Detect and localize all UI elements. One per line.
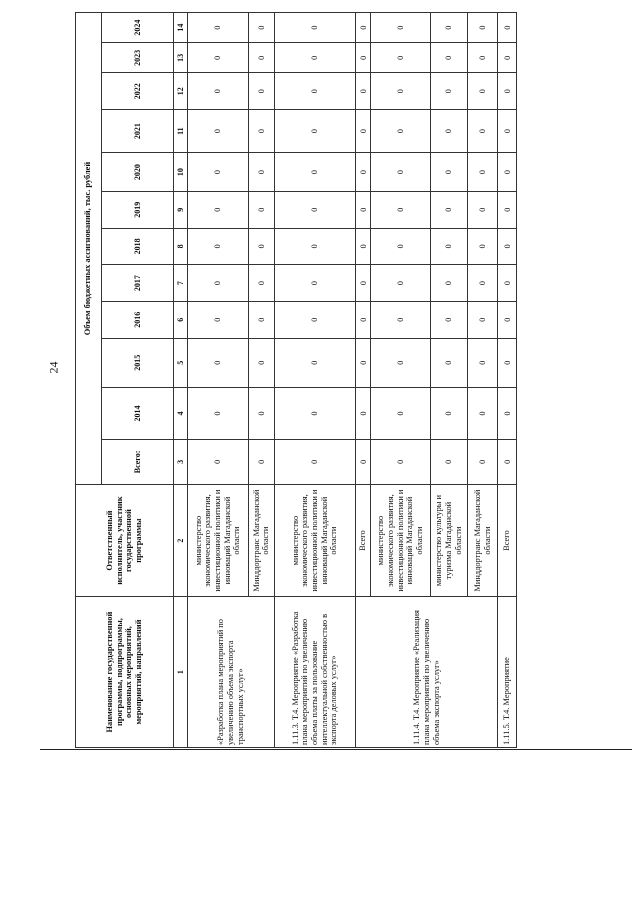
value-cell: 0: [370, 73, 430, 110]
header-budget: Объем бюджетных ассигнований, тыс. рублей: [76, 13, 102, 485]
value-cell: 0: [467, 265, 497, 302]
value-cell: 0: [430, 338, 467, 388]
value-cell: 0: [248, 13, 274, 43]
column-index: 11: [173, 110, 187, 153]
value-cell: 0: [248, 191, 274, 228]
value-cell: 0: [356, 191, 371, 228]
row-name: 1.11.4. Т.4. Мероприятие «Реализация плана мероприятий по увеличению объема экспорта услуг»: [356, 597, 498, 748]
column-index: 1: [173, 597, 187, 748]
column-index: 3: [173, 439, 187, 484]
row-executor: министерство культуры и туризма Магаданской области: [430, 485, 467, 597]
value-cell: 0: [356, 13, 371, 43]
value-cell: 0: [248, 338, 274, 388]
column-index: 8: [173, 228, 187, 265]
value-cell: 0: [274, 228, 356, 265]
value-cell: 0: [188, 43, 249, 73]
row-name: 1.11.3. Т.4. Мероприятие «Разработка плана мероприятий по увеличению объема платы за пользование интеллектуальной собственностью в экспорта деловых услуг»: [274, 597, 356, 748]
value-cell: 0: [430, 191, 467, 228]
value-cell: 0: [467, 13, 497, 43]
row-executor: Всего: [356, 485, 371, 597]
value-cell: 0: [274, 13, 356, 43]
value-cell: 0: [467, 301, 497, 338]
value-cell: 0: [430, 265, 467, 302]
value-cell: 0: [274, 388, 356, 440]
value-cell: 0: [498, 191, 517, 228]
value-cell: 0: [498, 439, 517, 484]
header-year: 2022: [101, 73, 173, 110]
value-cell: 0: [430, 301, 467, 338]
value-cell: 0: [188, 110, 249, 153]
value-cell: 0: [430, 228, 467, 265]
value-cell: 0: [430, 13, 467, 43]
value-cell: 0: [188, 228, 249, 265]
value-cell: 0: [356, 73, 371, 110]
row-executor: Минддортранс Магаданской области: [248, 485, 274, 597]
value-cell: 0: [498, 388, 517, 440]
column-index: 9: [173, 191, 187, 228]
value-cell: 0: [467, 388, 497, 440]
column-index: 2: [173, 485, 187, 597]
row-executor: Минддортранс Магаданской области: [467, 485, 497, 597]
value-cell: 0: [248, 43, 274, 73]
value-cell: 0: [467, 73, 497, 110]
column-index: 12: [173, 73, 187, 110]
value-cell: 0: [356, 338, 371, 388]
value-cell: 0: [274, 73, 356, 110]
value-cell: 0: [430, 73, 467, 110]
value-cell: 0: [188, 13, 249, 43]
value-cell: 0: [356, 439, 371, 484]
value-cell: 0: [274, 301, 356, 338]
column-index: 7: [173, 265, 187, 302]
value-cell: 0: [248, 73, 274, 110]
row-executor: министерство экономического развития, инвестиционной политики и инноваций Магаданской области: [274, 485, 356, 597]
table-row: [356, 13, 371, 748]
header-year: 2024: [101, 13, 173, 43]
value-cell: 0: [498, 73, 517, 110]
value-cell: 0: [498, 301, 517, 338]
value-cell: 0: [356, 265, 371, 302]
header-year: 2015: [101, 338, 173, 388]
value-cell: 0: [467, 439, 497, 484]
value-cell: 0: [274, 439, 356, 484]
budget-table-container: [75, 12, 517, 748]
value-cell: 0: [467, 153, 497, 192]
value-cell: 0: [248, 228, 274, 265]
value-cell: 0: [274, 191, 356, 228]
value-cell: 0: [274, 110, 356, 153]
value-cell: 0: [274, 338, 356, 388]
value-cell: 0: [370, 439, 430, 484]
budget-table: [75, 12, 517, 748]
column-index: 6: [173, 301, 187, 338]
value-cell: 0: [248, 265, 274, 302]
value-cell: 0: [248, 439, 274, 484]
horizontal-rule: [40, 749, 632, 750]
value-cell: 0: [430, 110, 467, 153]
value-cell: 0: [370, 301, 430, 338]
page-number: 24: [46, 361, 61, 374]
row-executor: Всего: [498, 485, 517, 597]
value-cell: 0: [274, 43, 356, 73]
value-cell: 0: [356, 153, 371, 192]
value-cell: 0: [188, 338, 249, 388]
value-cell: 0: [430, 153, 467, 192]
value-cell: 0: [498, 153, 517, 192]
value-cell: 0: [188, 191, 249, 228]
value-cell: 0: [498, 110, 517, 153]
value-cell: 0: [430, 43, 467, 73]
value-cell: 0: [467, 43, 497, 73]
column-index: 13: [173, 43, 187, 73]
value-cell: 0: [498, 265, 517, 302]
column-index: 14: [173, 13, 187, 43]
header-name: Наименование государственной программы, подпрограммы, основных мероприятий, мероприятий, направлений: [76, 597, 174, 748]
value-cell: 0: [430, 388, 467, 440]
rotated-table: [75, 12, 517, 748]
row-name: 1.11.5. Т.4. Мероприятие: [498, 597, 517, 748]
table-row: [498, 13, 517, 748]
table-row: [188, 13, 249, 748]
value-cell: 0: [188, 388, 249, 440]
value-cell: 0: [370, 338, 430, 388]
value-cell: 0: [498, 338, 517, 388]
header-total: Всего:: [101, 439, 173, 484]
table-row: [274, 13, 356, 748]
value-cell: 0: [370, 43, 430, 73]
header-year: 2021: [101, 110, 173, 153]
header-year: 2019: [101, 191, 173, 228]
header-year: 2014: [101, 388, 173, 440]
value-cell: 0: [430, 439, 467, 484]
header-year: 2020: [101, 153, 173, 192]
value-cell: 0: [467, 110, 497, 153]
value-cell: 0: [370, 153, 430, 192]
value-cell: 0: [370, 191, 430, 228]
value-cell: 0: [498, 228, 517, 265]
table-body: [76, 13, 517, 748]
column-index: 4: [173, 388, 187, 440]
value-cell: 0: [467, 228, 497, 265]
value-cell: 0: [370, 228, 430, 265]
value-cell: 0: [370, 388, 430, 440]
value-cell: 0: [188, 301, 249, 338]
value-cell: 0: [248, 388, 274, 440]
header-year: 2017: [101, 265, 173, 302]
value-cell: 0: [467, 338, 497, 388]
header-year: 2016: [101, 301, 173, 338]
value-cell: 0: [467, 191, 497, 228]
value-cell: 0: [248, 110, 274, 153]
value-cell: 0: [274, 153, 356, 192]
value-cell: 0: [188, 153, 249, 192]
value-cell: 0: [370, 265, 430, 302]
value-cell: 0: [248, 153, 274, 192]
value-cell: 0: [188, 73, 249, 110]
row-executor: министерство экономического развития, инвестиционной политики и инноваций Магаданской области: [370, 485, 430, 597]
row-executor: министерство экономического развития, инвестиционной политики и инноваций Магаданской области: [188, 485, 249, 597]
value-cell: 0: [356, 301, 371, 338]
value-cell: 0: [188, 439, 249, 484]
value-cell: 0: [248, 301, 274, 338]
value-cell: 0: [188, 265, 249, 302]
header-year: 2023: [101, 43, 173, 73]
value-cell: 0: [356, 388, 371, 440]
value-cell: 0: [498, 43, 517, 73]
header-year: 2018: [101, 228, 173, 265]
header-executor: Ответственный исполнитель, участник государственной программы: [76, 485, 174, 597]
column-index: 5: [173, 338, 187, 388]
value-cell: 0: [356, 228, 371, 265]
value-cell: 0: [356, 43, 371, 73]
row-name: «Разработка плана мероприятий по увеличению объема экспорта транспортных услуг»: [188, 597, 275, 748]
value-cell: 0: [370, 110, 430, 153]
value-cell: 0: [370, 13, 430, 43]
value-cell: 0: [274, 265, 356, 302]
column-index: 10: [173, 153, 187, 192]
value-cell: 0: [356, 110, 371, 153]
value-cell: 0: [498, 13, 517, 43]
